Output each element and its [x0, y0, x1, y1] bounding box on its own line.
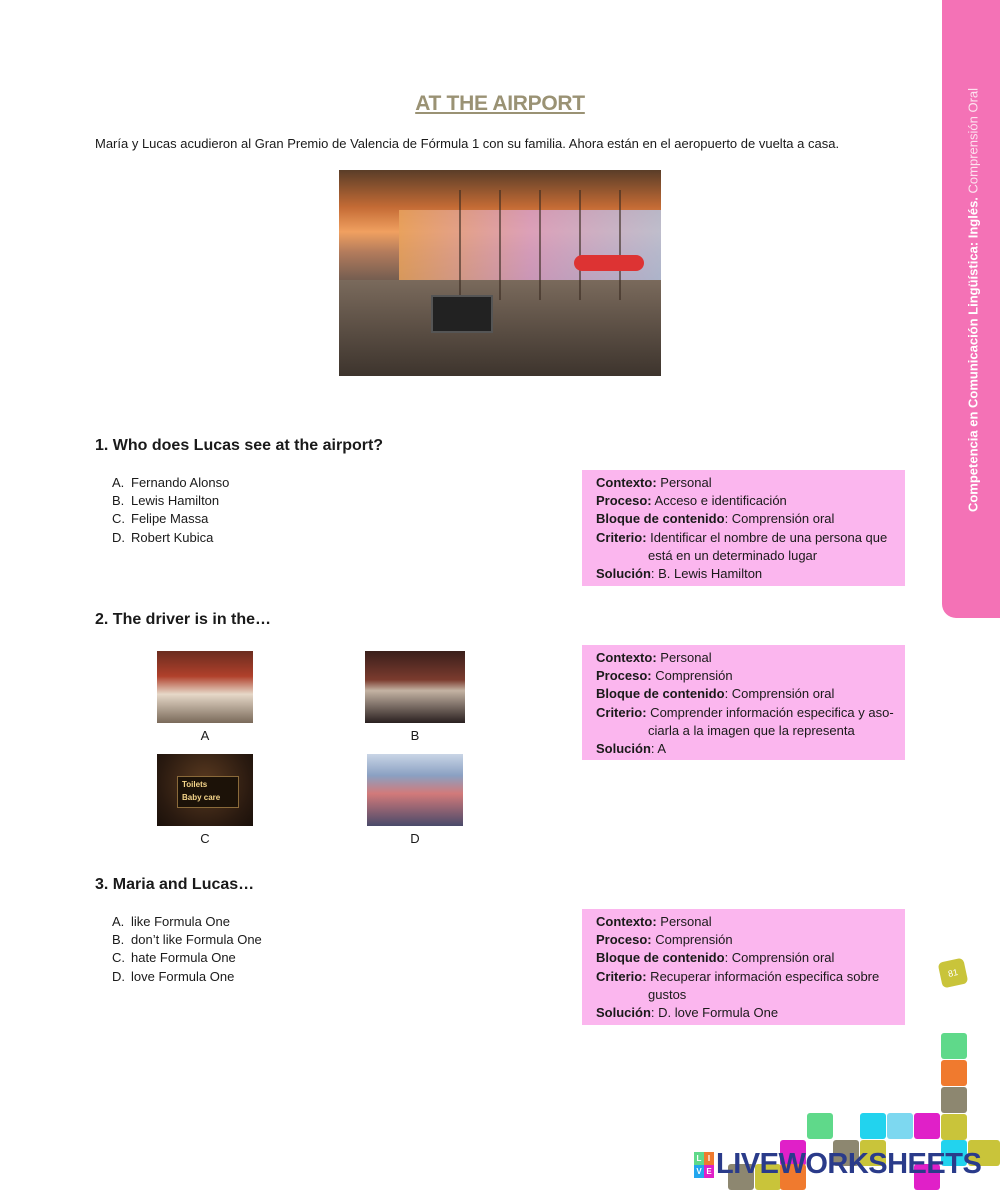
option-c-caption: C: [200, 831, 210, 846]
question-1-info-box: Contexto: Personal Proceso: Acceso e identificación Bloque de contenido: Comprensión oral Criterio: Identificar el nombre de una persona que está en un determinado lugar Solución: B. Lewis Hamilton: [582, 470, 905, 586]
decor-square: [914, 1113, 940, 1139]
question-3-heading: 3. Maria and Lucas…: [95, 876, 255, 893]
option-c[interactable]: C. Felipe Massa: [112, 511, 209, 527]
side-tab-label: Competencia en Comunicación Lingüística: Inglés. Comprensión Oral: [965, 87, 981, 513]
airport-photo: [339, 170, 661, 376]
live-mark-icon: L I V E: [694, 1152, 714, 1178]
page-title: AT THE AIRPORT: [415, 92, 585, 115]
option-b[interactable]: B. don’t like Formula One: [112, 932, 262, 948]
decor-square: [887, 1113, 913, 1139]
option-d[interactable]: D. Robert Kubica: [112, 529, 214, 545]
option-a-image[interactable]: [157, 651, 253, 723]
option-d-image[interactable]: [367, 754, 463, 826]
option-b[interactable]: B. Lewis Hamilton: [112, 493, 220, 509]
option-a[interactable]: A. Fernando Alonso: [112, 475, 230, 490]
question-1-options: [112, 474, 229, 547]
intro-text: María y Lucas acudieron al Gran Premio de Valencia de Fórmula 1 con su familia. Ahora están en el aeropuerto de vuelta a casa.: [95, 136, 840, 151]
decor-square: [941, 1114, 967, 1140]
option-d[interactable]: D. love Formula One: [112, 968, 235, 984]
option-b-caption: B: [410, 728, 420, 743]
question-2-heading: 2. The driver is in the…: [95, 611, 272, 628]
page-number: 81: [938, 958, 969, 989]
question-3-options: [112, 913, 262, 986]
option-c[interactable]: C. hate Formula One: [112, 950, 236, 966]
question-3-info-box: Contexto: Personal Proceso: Comprensión Bloque de contenido: Comprensión oral Criterio: Recuperar información especifica sobre gustos Solución: D. love Formula One: [582, 909, 905, 1025]
decor-square: [941, 1087, 967, 1113]
option-c-image[interactable]: Toilets Baby care: [157, 754, 253, 826]
decor-square: [941, 1033, 967, 1059]
option-b-image[interactable]: [365, 651, 465, 723]
decor-square: [807, 1113, 833, 1139]
liveworksheets-logo[interactable]: [694, 1148, 981, 1181]
question-2-info-box: Contexto: Personal Proceso: Comprensión Bloque de contenido: Comprensión oral Criterio: Comprender información especifica y aso- ciarla a la imagen que la representa Solución: A: [582, 645, 905, 760]
decor-square: [860, 1113, 886, 1139]
option-a[interactable]: A. like Formula One: [112, 914, 230, 929]
question-1-heading: 1. Who does Lucas see at the airport?: [95, 437, 384, 454]
option-d-caption: D: [410, 831, 420, 846]
option-a-caption: A: [200, 728, 210, 743]
logo-text: LIVEWORKSHEETS: [716, 1148, 982, 1180]
decor-square: [941, 1060, 967, 1086]
